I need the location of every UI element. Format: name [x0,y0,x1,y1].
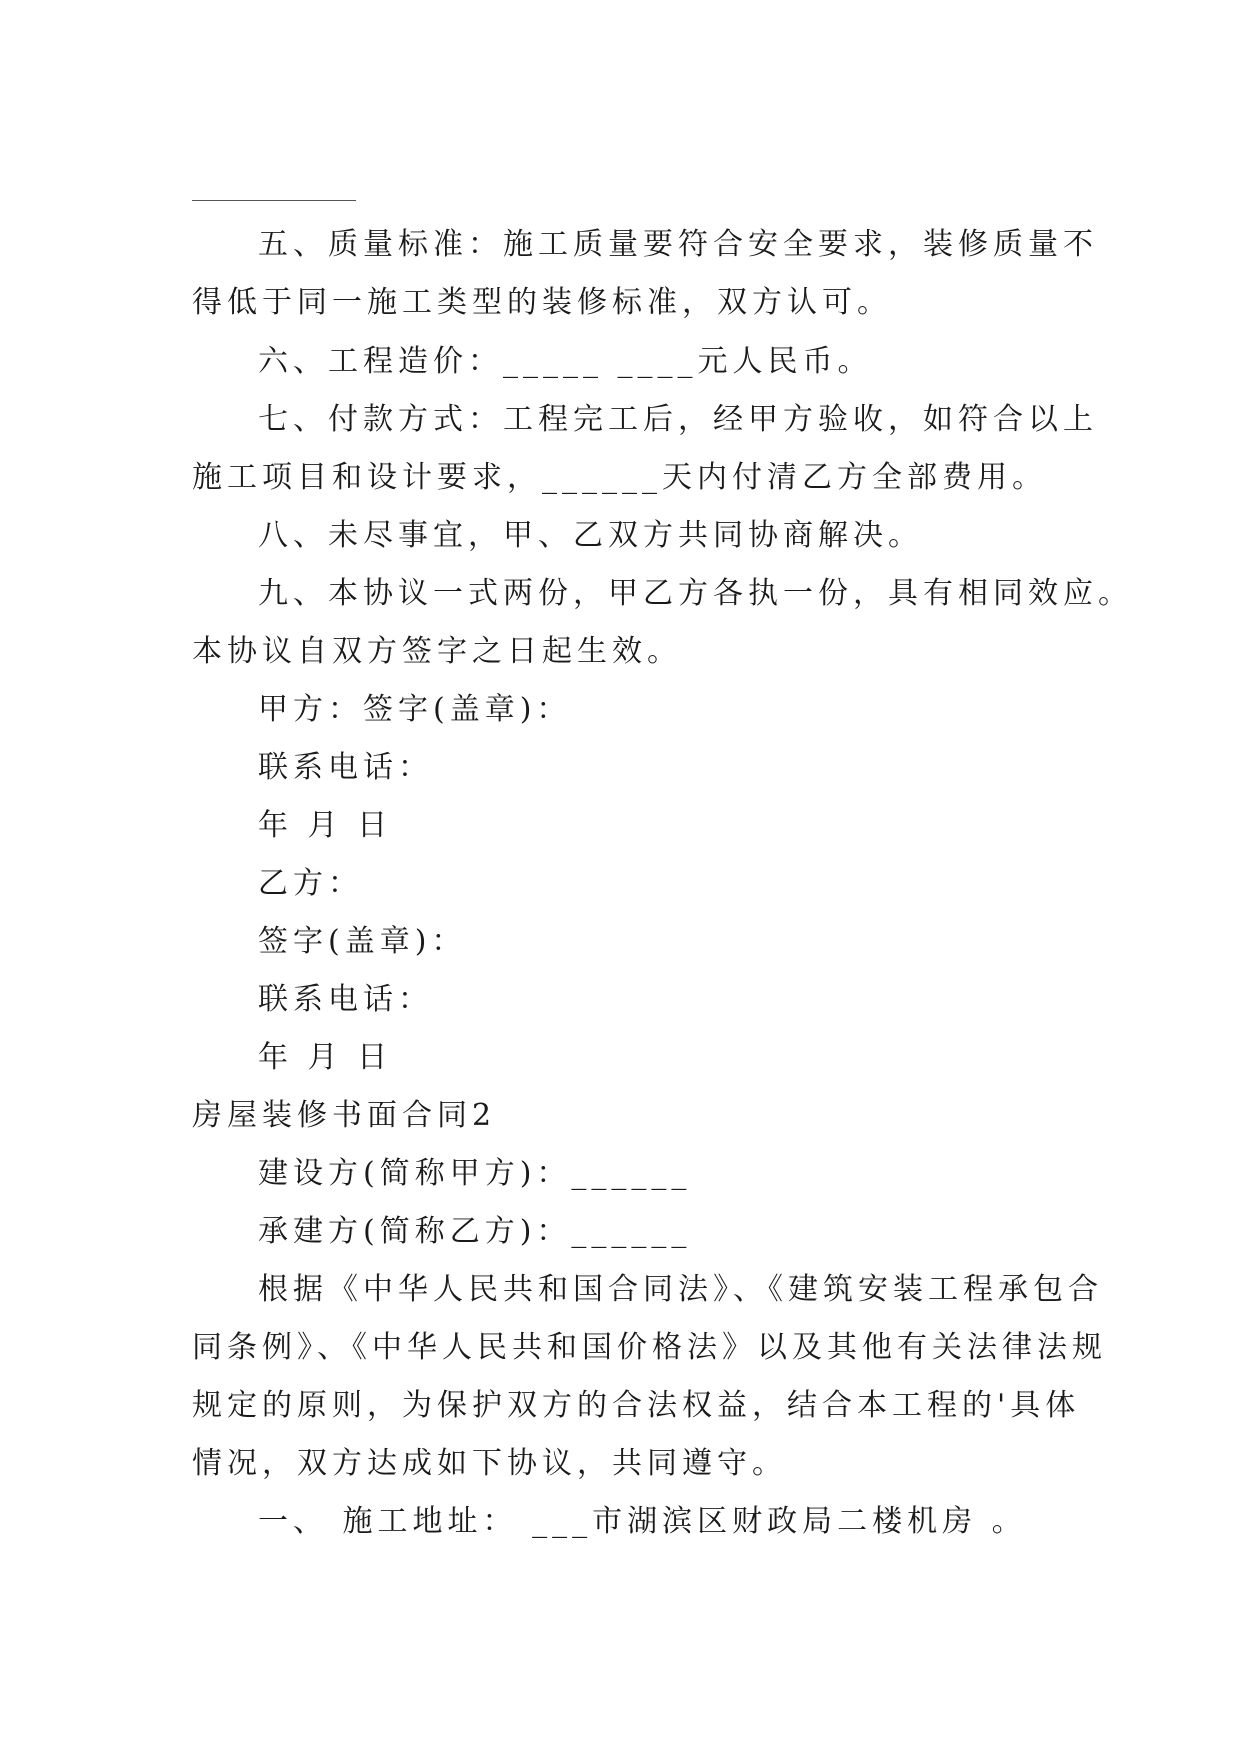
preamble-line-4: 情况，双方达成如下协议，共同遵守。 [192,1446,787,1481]
party-b-label: 乙方： [258,866,363,901]
clause-7-line-1: 七、付款方式：工程完工后，经甲方验收，如符合以上 [258,402,1098,437]
clause-6: 六、工程造价：_____ ____元人民币。 [258,344,873,379]
clause-9-line-1: 九、本协议一式两份，甲乙方各执一份，具有相同效应。 [258,576,1133,611]
preamble-line-2: 同条例》、《中华人民共和国价格法》以及其他有关法律法规 [192,1330,1107,1365]
clause-5-line-2: 得低于同一施工类型的装修标准，双方认可。 [192,285,892,320]
builder-party-a: 建设方(简称甲方)：______ [258,1156,692,1191]
party-b-phone: 联系电话： [258,982,433,1017]
section-title: 房屋装修书面合同2 [192,1098,497,1133]
party-a-phone: 联系电话： [258,750,433,785]
party-b-signature: 签字(盖章)： [258,924,467,959]
party-a-date: 年 月 日 [258,808,393,843]
preamble-line-3: 规定的原则，为保护双方的合法权益，结合本工程的'具体 [192,1388,1081,1423]
party-a-signature: 甲方：签字(盖章)： [258,692,572,727]
clause-8: 八、未尽事宜，甲、乙双方共同协商解决。 [258,518,923,553]
clause-9-line-2: 本协议自双方签字之日起生效。 [192,634,682,669]
clause-5-line-1: 五、质量标准：施工质量要符合安全要求，装修质量不 [258,227,1098,262]
clause-1-site-address: 一、 施工地址： ___市湖滨区财政局二楼机房 。 [258,1504,1027,1539]
contractor-party-b: 承建方(简称乙方)：______ [258,1214,692,1249]
preamble-line-1: 根据《中华人民共和国合同法》、《建筑安装工程承包合 [258,1272,1103,1307]
top-divider [192,200,356,201]
clause-7-line-2: 施工项目和设计要求，______天内付清乙方全部费用。 [192,460,1047,495]
party-b-date: 年 月 日 [258,1040,393,1075]
